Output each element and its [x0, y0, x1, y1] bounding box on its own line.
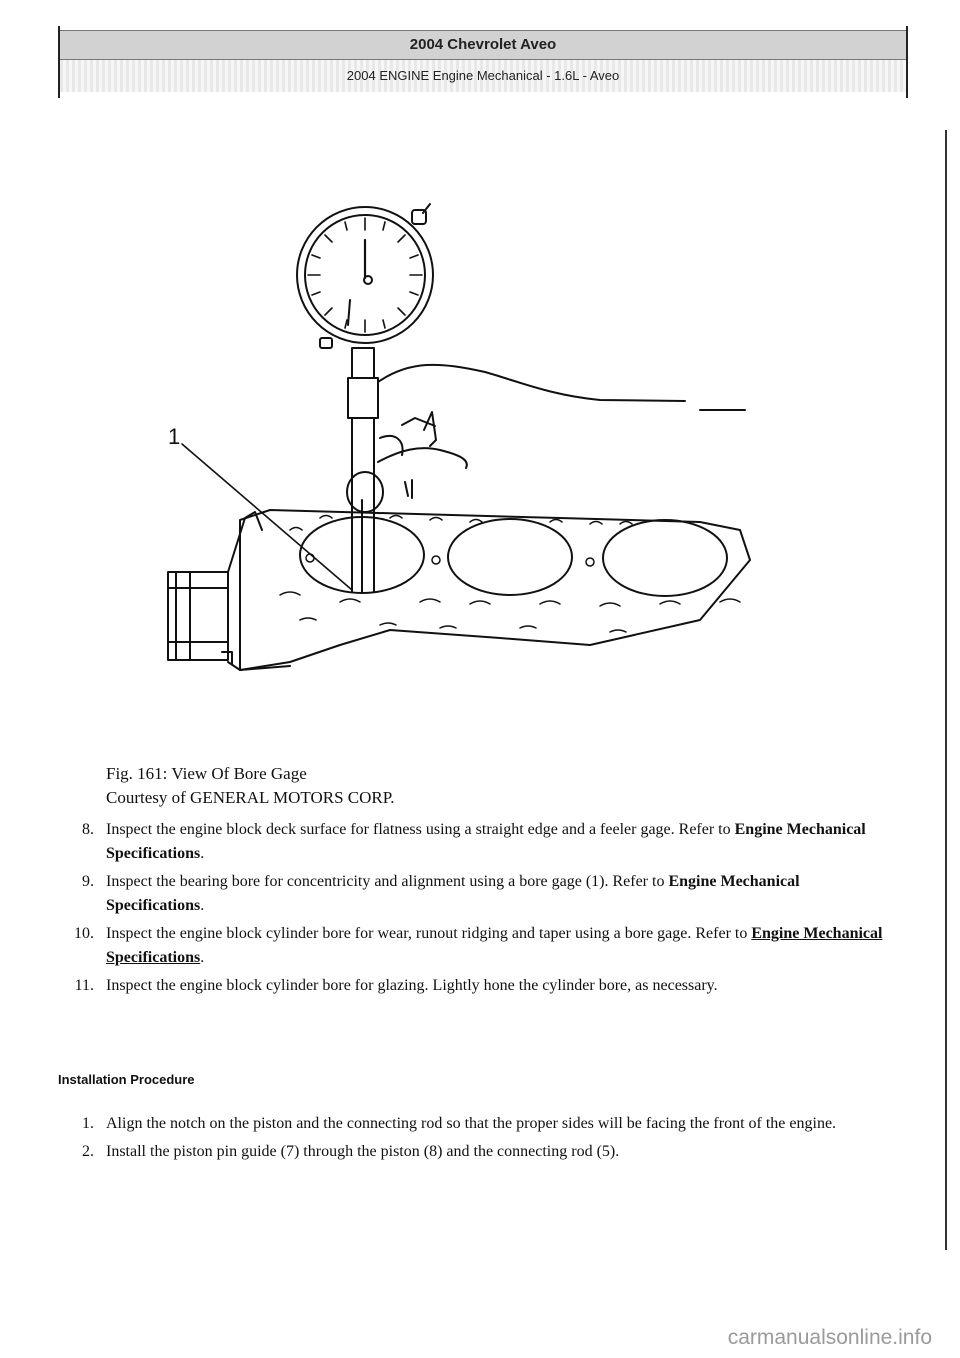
bore-gage-drawing [140, 200, 770, 680]
figure-caption-courtesy: Courtesy of GENERAL MOTORS CORP. [106, 788, 395, 807]
list-item: 9. Inspect the bearing bore for concentricity and alignment using a bore gage (1). Refer to Engine Mechanical Specifications. [50, 870, 900, 918]
step-text: Align the notch on the piston and the connecting rod so that the proper sides will be facing the front of the engine. [106, 1115, 837, 1132]
step-text: Inspect the engine block deck surface for flatness using a straight edge and a feeler gage. Refer to [106, 821, 735, 838]
watermark: carmanualsonline.info [727, 1326, 932, 1349]
engine-mechanical-specifications-link[interactable]: Engine Mechanical Specifications [106, 821, 866, 862]
list-item [50, 1140, 900, 1164]
callout-leader-line [182, 444, 352, 590]
document-subtitle: 2004 ENGINE Engine Mechanical - 1.6L - Aveo [60, 60, 906, 92]
step-number: 2. [82, 1143, 94, 1160]
list-item: 8. Inspect the engine block deck surface for flatness using a straight edge and a feeler gage. Refer to Engine Mechanical Specifications. [50, 818, 900, 866]
figure-caption-title: Fig. 161: View Of Bore Gage [106, 764, 307, 783]
step-number: 10. [74, 925, 94, 942]
step-text: Inspect the engine block cylinder bore for glazing. Lightly hone the cylinder bore, as necessary. [106, 977, 718, 994]
step-text: Install the piston pin guide (7) through the piston (8) and the connecting rod (5). [106, 1143, 620, 1160]
engine-mechanical-specifications-link[interactable]: Engine Mechanical Specifications [106, 873, 800, 914]
inspection-steps-list [50, 818, 900, 1002]
callout-number: 1 [168, 424, 181, 449]
bore-gage-illustration [140, 200, 770, 680]
installation-steps-list [50, 1112, 900, 1168]
section-heading: Installation Procedure [58, 1072, 195, 1087]
figure-caption [106, 762, 395, 810]
step-number: 11. [74, 977, 94, 994]
step-text: Inspect the bearing bore for concentricity and alignment using a bore gage (1). Refer to [106, 873, 669, 890]
step-number: 8. [82, 821, 94, 838]
step-number: 9. [82, 873, 94, 890]
step-text: Inspect the engine block cylinder bore for wear, runout ridging and taper using a bore gage. Refer to [106, 925, 752, 942]
engine-block-deck [240, 510, 750, 670]
document-header [58, 26, 908, 98]
list-item [50, 974, 900, 998]
list-item: 10. Inspect the engine block cylinder bore for wear, runout ridging and taper using a bore gage. Refer to Engine Mechanical Specifications. [50, 922, 900, 970]
cylinder-bore-2 [448, 519, 572, 595]
page-border-rule [945, 130, 947, 1250]
engine-mechanical-specifications-link[interactable]: Engine Mechanical Specifications [106, 925, 883, 966]
cylinder-bore-3 [603, 520, 727, 596]
document-title: 2004 Chevrolet Aveo [60, 30, 906, 60]
step-number: 1. [82, 1115, 94, 1132]
list-item [50, 1112, 900, 1136]
